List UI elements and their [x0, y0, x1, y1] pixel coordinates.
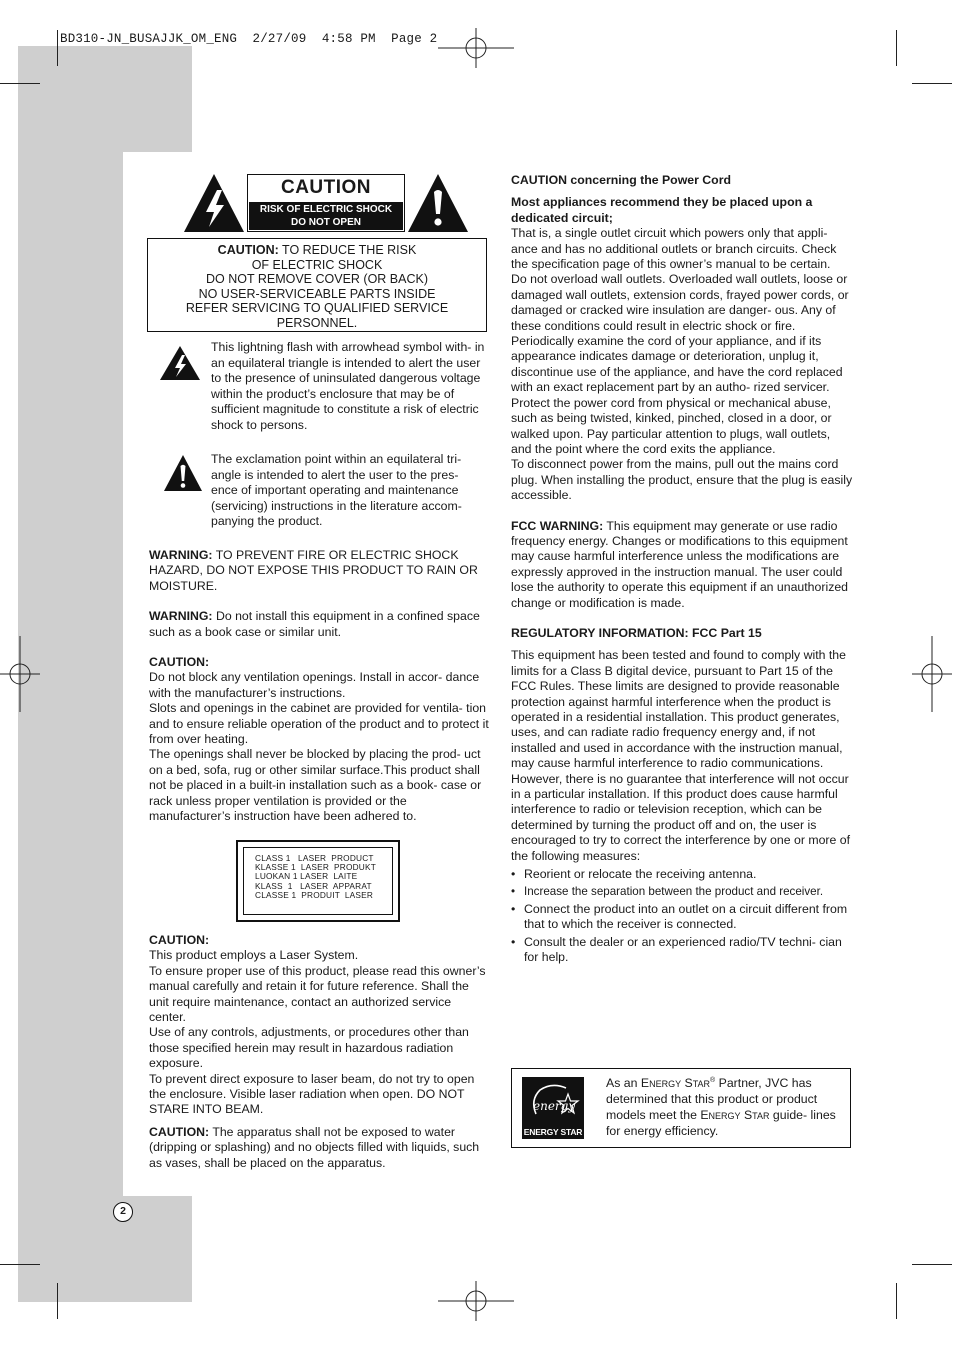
registration-mark-icon: [438, 28, 514, 68]
registration-mark-icon: [438, 1281, 514, 1321]
caution-text: The apparatus shall not be exposed to water (dripping or splashing) and no objects filled with liquids, such as vases, shall be placed on the apparatus.: [149, 1124, 480, 1170]
exclamation-triangle-icon: [406, 172, 470, 234]
power-cord-paragraph: That is, a single outlet circuit which powers only that appli- ance and has no additional outlets or branch circuits. Check the specification page of this owner’s manual to be certain.: [511, 226, 837, 272]
list-item: • Consult the dealer or an experienced radio/TV techni- cian for help.: [511, 935, 853, 966]
caution-line: NO USER-SERVICEABLE PARTS INSIDE: [198, 286, 436, 301]
lightning-symbol-icon: [159, 345, 201, 381]
power-cord-paragraph: To disconnect power from the mains, pull out the mains cord plug. When installing the product, ensure that the plug is easily accessible.: [511, 457, 853, 503]
crop-mark: [912, 1264, 952, 1265]
caution-paragraph: The openings shall never be blocked by placing the prod- uct on a bed, sofa, rug or other similar surface.This product shall not be placed in a built-in installation such as a book- case or rack unless proper ventilation is provided or the manufacturer’s instruction have been adhered to.: [149, 747, 482, 824]
power-cord-paragraph: Protect the power cord from physical or mechanical abuse, such as being twisted, kinked, pinched, closed in a door, or walked upon. Pay particular attention to plugs, wall outlets, and the point where the cord exits the appliance.: [511, 395, 832, 456]
warning-text: Do not install this equipment in a confined space such as a book case or similar unit.: [149, 609, 480, 639]
caution-paragraph: Do not block any ventilation openings. Install in accor- dance with the manufacturer’s instructions.: [149, 670, 480, 700]
fcc-warning-text: This equipment may generate or use radio frequency energy. Changes or modifications to this equipment may cause harmful interference unless the modifications are expressly approved in the instruction manual. The user could lose the authority to operate this equipment if an unauthorized change or modification is made.: [511, 518, 849, 610]
caution-subtitle: [249, 202, 403, 230]
crop-mark: [57, 1283, 58, 1319]
laser-product-label: [236, 840, 400, 922]
caution-paragraph: Slots and openings in the cabinet are provided for ventila- tion and to ensure reliable operation of the product and to protect it from over heating.: [149, 701, 489, 747]
fcc-warning-label: FCC WARNING:: [511, 518, 604, 533]
lightning-triangle-icon: [182, 172, 246, 234]
caution-paragraph: This product employs a Laser System.: [149, 948, 359, 963]
page-number: 2: [113, 1202, 133, 1222]
bottom-gray-band: [18, 1196, 192, 1302]
energy-star-icon: [526, 1080, 580, 1124]
caution-line: OF ELECTRIC SHOCK: [251, 257, 383, 272]
caution-line: REFER SERVICING TO QUALIFIED SERVICE: [185, 301, 449, 315]
top-gray-band: [18, 46, 192, 152]
crop-mark: [0, 1264, 40, 1265]
exclamation-explanation: The exclamation point within an equilateral tri- angle is intended to alert the user to the pres- ence of important operating and maintenance (servicing) instructions in the literature accom- panying the product.: [211, 452, 462, 529]
caution-notice-box: [147, 238, 487, 332]
caution-sub-line: DO NOT OPEN: [290, 216, 361, 228]
list-item: • Reorient or relocate the receiving antenna.: [511, 867, 853, 882]
warning-label: WARNING:: [149, 609, 213, 624]
crop-mark: [912, 83, 952, 84]
caution-paragraph: To prevent direct exposure to laser beam, do not try to open the enclosure. Visible laser radiation when open. DO NOT STARE INTO BEAM.: [149, 1071, 475, 1117]
interference-measures-list: [511, 867, 853, 965]
energy-star-name: Energy Star: [640, 1076, 711, 1091]
list-item: • Connect the product into an outlet on a circuit different from that to which the receiver is connected.: [511, 902, 853, 933]
regulatory-paragraph: This equipment has been tested and found to comply with the limits for a Class B digital device, pursuant to Part 15 of the FCC Rules. These limits are designed to provide reasonable protection against harmful interference when the product is operated in a residential installation. This product generates, uses, and can radiate radio frequency energy and, if not installed and used in accordance with the instruction manual, may cause harmful interference to radio communications. However, there is no guarantee that interference will not occur in a particular installation. If this product does cause harmful interference to radio or television reception, which can be determined by turning the product off and on, the user is encouraged to try to correct the interference by one or more of the following measures:: [511, 648, 851, 863]
exclamation-symbol-icon: [163, 454, 203, 492]
caution-label: CAUTION:: [217, 243, 279, 257]
energy-text-part: guide- lines for energy efficiency.: [606, 1108, 836, 1139]
power-cord-paragraph: Do not overload wall outlets. Overloaded wall outlets, loose or damaged wall outlets, extension cords, frayed power cords, or damaged or cracked wire insulation are danger- ous. Any of these conditions could result in electric shock or fire. Periodically examine the cord of your appliance, and if its appearance indicates damage or deterioration, unplug it, discontinue use of the appliance, and have the cord replaced with an exact replacement part by an autho- rized servicer.: [511, 272, 849, 395]
registration-mark-icon: [0, 636, 40, 712]
power-cord-heading: CAUTION concerning the Power Cord: [511, 173, 731, 187]
print-slug: BD310-JN_BUSAJJK_OM_ENG 2/27/09 4:58 PM Page 2: [60, 32, 438, 46]
crop-mark: [896, 30, 897, 66]
crop-mark: [896, 1283, 897, 1319]
caution-heading: CAUTION:: [149, 655, 210, 670]
energy-text-part: As an: [606, 1076, 641, 1091]
caution-line: PERSONNEL.: [276, 315, 358, 330]
crop-mark: [0, 83, 40, 84]
registered-mark: ®: [710, 1077, 716, 1084]
caution-sub-line: RISK OF ELECTRIC SHOCK: [259, 204, 393, 215]
caution-paragraph: To ensure proper use of this product, please read this owner’s manual carefully and retain it for future reference. Shall the unit require maintenance, contact an authorized service center.: [149, 963, 486, 1025]
registration-mark-icon: [912, 636, 952, 712]
energy-text-part: Partner, JVC has determined that this product or product models meet the: [606, 1076, 818, 1123]
energy-star-logo: [522, 1077, 584, 1139]
warning-text: TO PREVENT FIRE OR ELECTRIC SHOCK HAZARD, DO NOT EXPOSE THIS PRODUCT TO RAIN OR MOISTURE.: [149, 548, 478, 593]
caution-line: TO REDUCE THE RISK: [278, 243, 417, 257]
caution-paragraph: Use of any controls, adjustments, or procedures other than those specified herein may result in hazardous radiation exposure.: [149, 1025, 469, 1071]
energy-star-label: ENERGY STAR: [523, 1127, 583, 1137]
caution-heading: CAUTION:: [149, 933, 210, 947]
warning-label: WARNING:: [149, 548, 213, 562]
laser-label-text: CLASS 1 LASER PRODUCT KLASSE 1 LASER PRODUKT LUOKAN 1 LASER LAITE KLASS 1 LASER APPARAT CLASSE 1 PRODUIT LASER: [255, 853, 376, 900]
crop-mark: [57, 30, 58, 66]
left-column-lower: [149, 933, 489, 1171]
caution-label: CAUTION:: [149, 1124, 210, 1139]
caution-title: CAUTION: [280, 177, 372, 198]
power-cord-subheading: Most appliances recommend they be placed upon a dedicated circuit;: [511, 195, 813, 225]
energy-star-text: [606, 1073, 838, 1139]
caution-line: DO NOT REMOVE COVER (OR BACK): [205, 272, 428, 286]
energy-script: energy: [533, 1099, 576, 1113]
caution-sign: [247, 174, 405, 232]
energy-star-name: Energy Star: [700, 1108, 770, 1123]
regulatory-heading: REGULATORY INFORMATION: FCC Part 15: [511, 625, 762, 640]
list-item: • Increase the separation between the product and receiver.: [511, 884, 853, 899]
energy-star-box: [511, 1068, 851, 1148]
left-column: [149, 548, 489, 825]
lightning-explanation: This lightning flash with arrowhead symbol with- in an equilateral triangle is intended to alert the user to the presence of uninsulated dangerous voltage within the product’s enclosure that may be of sufficient magnitude to constitute a risk of electric shock to persons.: [211, 340, 485, 432]
right-column: [511, 173, 853, 968]
